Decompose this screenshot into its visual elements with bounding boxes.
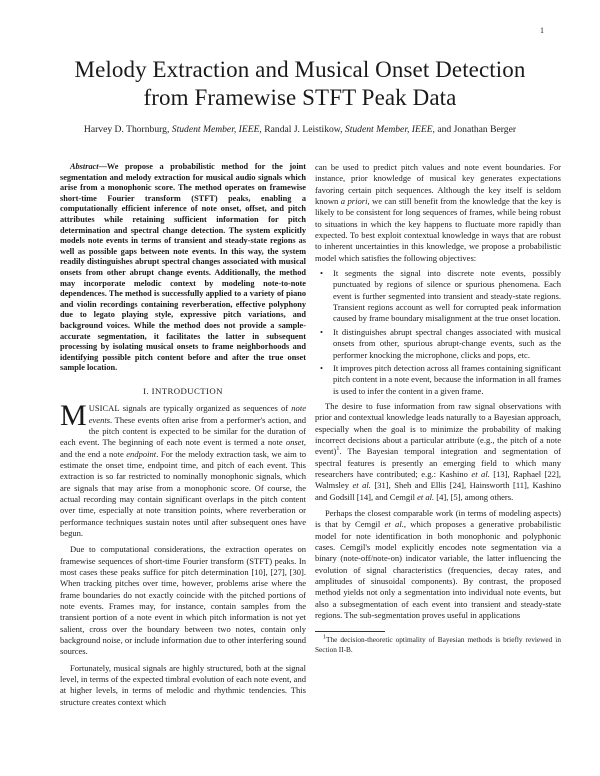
objective-item: • It distinguishes abrupt spectral changes associated with musical onsets from other, spurious abrupt-change events, such as the performer knocking the microphone, clicks and pops, etc.: [315, 327, 561, 361]
footnote-rule: [315, 631, 385, 632]
right-p2-text-d: [31], Sheh and Ellis [24], Hainsworth [11], Kashino and Godsill [14], and Cemgil: [315, 480, 561, 502]
footnote: [315, 635, 561, 654]
author-1: Harvey D. Thornburg,: [83, 124, 170, 135]
right-p2-text-e: [4], [5], among others.: [434, 491, 514, 502]
footnote-number: 1: [323, 634, 326, 641]
right-p2-em-1: et al.: [471, 468, 490, 479]
intro-paragraph-2: Due to computational considerations, the extraction operates on framewise sequences of short-time Fourier transform (STFT) peaks. In most cases these peaks suffice for pitch determination [10], [27], [30]. When tracking pitches over time, however, problems arise where the frame boundaries do not exactly coincide with the pitched portions of note events. Frames may, for instance, contain samples from the transient portion of a note event in which pitch information is not yet salient, cross over the boundary between two notes, contain only background noise, or include information due to other interfering sound sources.: [60, 544, 306, 657]
intro-paragraph-1: [60, 399, 306, 539]
title-line-1: Melody Extraction and Musical Onset Detection: [74, 57, 526, 82]
abstract: [60, 162, 306, 374]
page-number: 1: [540, 26, 544, 35]
intro-p1-text-c: , and the end a note: [60, 437, 306, 459]
section-numeral: I.: [143, 385, 150, 396]
right-p2-text-a: The desire to fuse information from raw signal observations with prior and contextual knowledge leads naturally to a Bayesian approach, especially when the goal is to minimize the probability of making incorrect decisions about a particular attribute (e.g., the pitch of a note event): [315, 400, 561, 457]
author-2: Randal J. Leistikow,: [264, 124, 343, 135]
left-column: [60, 162, 306, 708]
footnote-marker: 1: [336, 446, 340, 453]
paper-title: [40, 56, 560, 112]
title-block: [40, 56, 560, 136]
author-3: and Jonathan Berger: [437, 124, 517, 135]
intro-p1-text-b: . These events often arise from a performer's action, and the pitch content is expected to be similar for the duration of each event. The beginning of each note event is termed a note: [60, 414, 306, 448]
objective-item: • It segments the signal into discrete note events, possibly punctuated by regions of silence or spurious phenomena. Each event is further segmented into transient and steady-state regions. Transient regions account as well for corrupted peak information caused by frame boundary misalignment at the true onset location.: [315, 268, 561, 325]
intro-first-word: USICAL: [88, 403, 120, 414]
footnote-text: The decision-theoretic optimality of Bayesian methods is briefly reviewed in Section II-B.: [315, 635, 561, 654]
objectives-list: [315, 268, 561, 397]
right-p1-em-a-priori: a priori: [340, 196, 368, 207]
intro-p1-text-d: . For the melody extraction task, we aim to estimate the onset time, endpoint time, and pitch of each event. This extraction is so far restricted to nominally monophonic signals, which are signals that may arise from a monophonic score. Of course, the actual recording may contain significant overlaps in the pitch content over time, especially at note transition points, where reverberation or performance techniques sustain notes until after subsequent ones have begun.: [60, 448, 306, 538]
right-p3-text-b: , which proposes a generative probabilistic model for note identification in both monophonic and polyphonic cases. Cemgil's model explicitly encodes note segmentation via a binary (note-off/note-on) indicator variable, the latter influencing the evolution of signal characteristics (frequencies, decay rates, and amplitudes of sinusoidal components). By contrast, the proposed method yields not only a segmentation into individual note events, but also a subsegmentation of each event into transient and steady-state regions. The sub-segmentation proves useful in applications: [315, 519, 562, 621]
right-column: [315, 162, 561, 654]
abstract-label: Abstract: [70, 162, 99, 171]
section-title-first: I: [151, 385, 155, 396]
intro-p1-text-a: signals are typically organized as sequences of: [119, 403, 292, 414]
right-paragraph-3: [315, 508, 561, 621]
author-1-role: Student Member, IEEE,: [171, 124, 262, 135]
section-title-rest: NTRODUCTION: [154, 385, 223, 396]
drop-cap: M: [60, 399, 87, 433]
right-p2-em-3: et al.: [417, 491, 435, 502]
intro-p1-em-onset: onset: [285, 437, 304, 448]
objective-item: • It improves pitch detection across all frames containing significant pitch content in a note event, because the information in all frames is used to infer the content in a given frame.: [315, 363, 561, 397]
title-line-2: from Framewise STFT Peak Data: [143, 85, 457, 110]
right-p2-text-c: [13], Raphael [22], Walmsley: [315, 468, 562, 491]
right-paragraph-2: [315, 401, 561, 503]
right-p3-em: et al.: [384, 519, 404, 530]
right-p3-text-a: Perhaps the closest comparable work (in terms of modeling aspects) is that by Cemgil: [315, 507, 561, 530]
right-p2-text-b: . The Bayesian temporal integration and segmentation of spectral features is presently an emerging field to which many researchers have contributed; e.g.: Kashino: [315, 446, 561, 479]
author-list: [40, 124, 560, 136]
abstract-text: —We propose a probabilistic method for the joint segmentation and melody extraction for musical audio signals which arise from a monophonic score. The method operates on framewise short-time Fourier transform (STFT) peaks, enabling a computationally efficient inference of note onset, offset, and pitch attributes while retaining sufficient information for pitch determination and spectral change detection. The system explicitly models note events in terms of transient and steady-state regions as well as possible gaps between note events. In this way, the system readily distinguishes abrupt spectral changes associated with musical onsets from other abrupt change events. Additionally, the method may incorporate melodic context by modeling note-to-note dependences. The method is successfully applied to a variety of piano and violin recordings containing reverberation, effective polyphony due to legato playing style, expressive pitch variations, and background voices. While the method does not provide a sample-accurate segmentation, it facilitates the latter in subsequent processing by isolating musical onsets to frame neighborhoods and identifying possible pitch content before and after the true onset sample location.: [60, 162, 306, 373]
author-2-role: Student Member, IEEE,: [344, 124, 435, 135]
intro-p1-em-note-events: note events: [88, 403, 306, 425]
right-paragraph-1: [315, 162, 561, 264]
intro-p1-em-endpoint: endpoint: [126, 448, 157, 459]
section-heading-introduction: [60, 386, 306, 397]
right-p1-text-a: can be used to predict pitch values and note event boundaries. For instance, prior knowledge of musical key generates expectations favoring certain pitch sequences. Although the key itself is seldom known: [315, 162, 561, 207]
right-p1-text-b: , we can still benefit from the knowledge that the key is likely to be consistent for long sequences of frames, while being robust to situations in which the key happens to fluctuate more rapidly than expected. To best exploit contextual knowledge in ways that are robust to inherent uncertainties in this knowledge, we propose a probabilistic model which satisfies the following objectives:: [315, 196, 562, 263]
intro-paragraph-3: Fortunately, musical signals are highly structured, both at the signal level, in terms of the expected timbral evolution of each note event, and at higher levels, in terms of melodic and rhythmic tendencies. This structure creates context which: [60, 662, 306, 707]
right-p2-em-2: et al.: [352, 480, 371, 491]
